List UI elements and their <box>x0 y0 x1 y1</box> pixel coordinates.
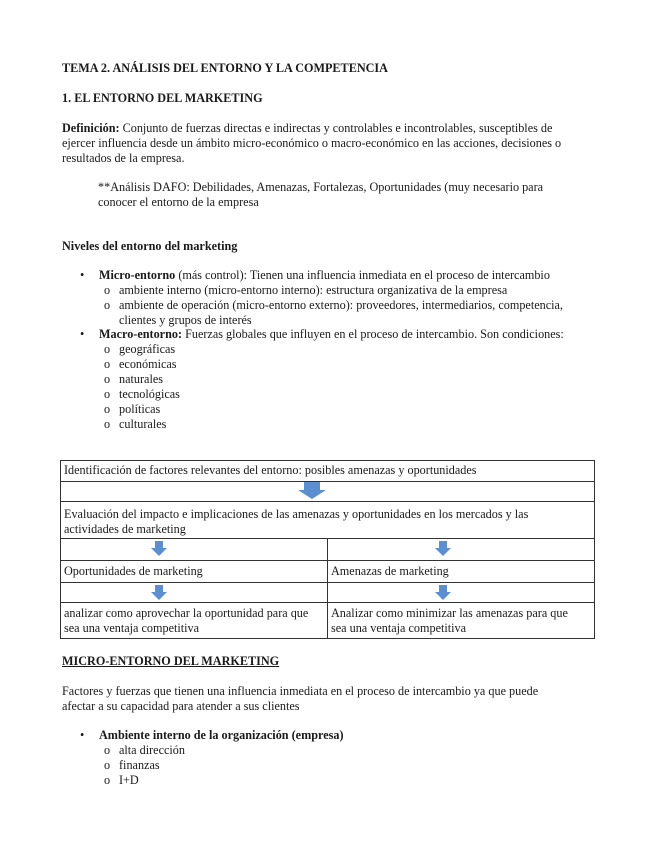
macro-bullet-item <box>80 327 84 342</box>
micro-bullet-text <box>99 268 550 283</box>
micro-sub-item: ambiente interno (micro-entorno interno): estructura organizativa de la empresa <box>119 283 508 297</box>
list-item: o políticas <box>104 402 161 416</box>
cell-line: analizar como aprovechar la oportunidad para que <box>64 606 309 620</box>
table-cell <box>331 606 568 636</box>
table-cell: Oportunidades de marketing <box>64 564 203 578</box>
internal-list <box>104 743 185 788</box>
levels-heading: Niveles del entorno del marketing <box>62 239 238 253</box>
cell-line: sea una ventaja competitiva <box>64 621 200 635</box>
definition-label: Definición: <box>62 121 120 135</box>
table-cell <box>64 606 308 636</box>
list-item: o alta dirección <box>104 743 185 757</box>
macro-list <box>104 342 180 432</box>
micro-text: (más control): Tienen una influencia inmediata en el proceso de intercambio <box>175 268 550 282</box>
dafo-line: conocer el entorno de la empresa <box>98 195 259 209</box>
definition-paragraph <box>62 121 602 166</box>
macro-label: Macro-entorno: <box>99 327 183 341</box>
macro-text: Fuerzas globales que influyen en el proceso de intercambio. Son condiciones: <box>182 327 564 341</box>
circle-bullet: o <box>104 298 111 312</box>
internal-environment-item: Ambiente interno de la organización (empresa) <box>99 728 344 742</box>
micro-label: Micro-entorno <box>99 268 176 282</box>
circle-bullet: o <box>104 283 111 297</box>
micro-sub-line: ambiente de operación (micro-entorno externo): proveedores, intermediarios, competencia, <box>119 298 563 312</box>
cell-line: Evaluación del impacto e implicaciones de las amenazas y oportunidades en los mercados y las <box>64 507 529 521</box>
table-cell <box>64 507 528 537</box>
definition-text: Conjunto de fuerzas directas e indirectas y controlables e incontrolables, susceptibles de <box>122 121 553 135</box>
page-title: TEMA 2. ANÁLISIS DEL ENTORNO Y LA COMPETENCIA <box>62 61 388 75</box>
dafo-note <box>98 180 543 210</box>
list-item: o culturales <box>104 417 167 431</box>
macro-bullet-text <box>99 327 564 342</box>
list-item: o I+D <box>104 773 139 787</box>
list-item: o tecnológicas <box>104 387 180 401</box>
micro-sub-line: clientes y grupos de interés <box>119 313 252 327</box>
list-item: o geográficas <box>104 342 176 356</box>
definition-text: resultados de la empresa. <box>62 151 185 165</box>
micro-section-heading: MICRO-ENTORNO DEL MARKETING <box>62 654 280 668</box>
definition-text: ejercer influencia desde un ámbito micro-económico o macro-económico en las acciones, decisiones o <box>62 136 562 150</box>
table-cell: Identificación de factores relevantes del entorno: posibles amenazas y oportunidades <box>64 463 477 477</box>
micro-sub-item <box>119 298 563 328</box>
list-item: o finanzas <box>104 758 160 772</box>
table-cell: Amenazas de marketing <box>331 564 449 578</box>
dafo-line: **Análisis DAFO: Debilidades, Amenazas, Fortalezas, Oportunidades (muy necesario para <box>98 180 544 194</box>
bullet-dot: • <box>80 728 85 742</box>
micro-bullet-item <box>80 268 84 283</box>
list-item: o naturales <box>104 372 163 386</box>
cell-line: Analizar como minimizar las amenazas para que <box>331 606 568 620</box>
cell-line: actividades de marketing <box>64 522 186 536</box>
section-heading: 1. EL ENTORNO DEL MARKETING <box>62 91 263 105</box>
paragraph-line: afectar a su capacidad para atender a sus clientes <box>62 699 300 713</box>
micro-section-paragraph <box>62 684 538 714</box>
paragraph-line: Factores y fuerzas que tienen una influencia inmediata en el proceso de intercambio ya que puede <box>62 684 539 698</box>
bullet-dot: • <box>80 268 85 282</box>
list-item: o económicas <box>104 357 177 371</box>
cell-line: sea una ventaja competitiva <box>331 621 467 635</box>
bullet-dot: • <box>80 327 85 341</box>
